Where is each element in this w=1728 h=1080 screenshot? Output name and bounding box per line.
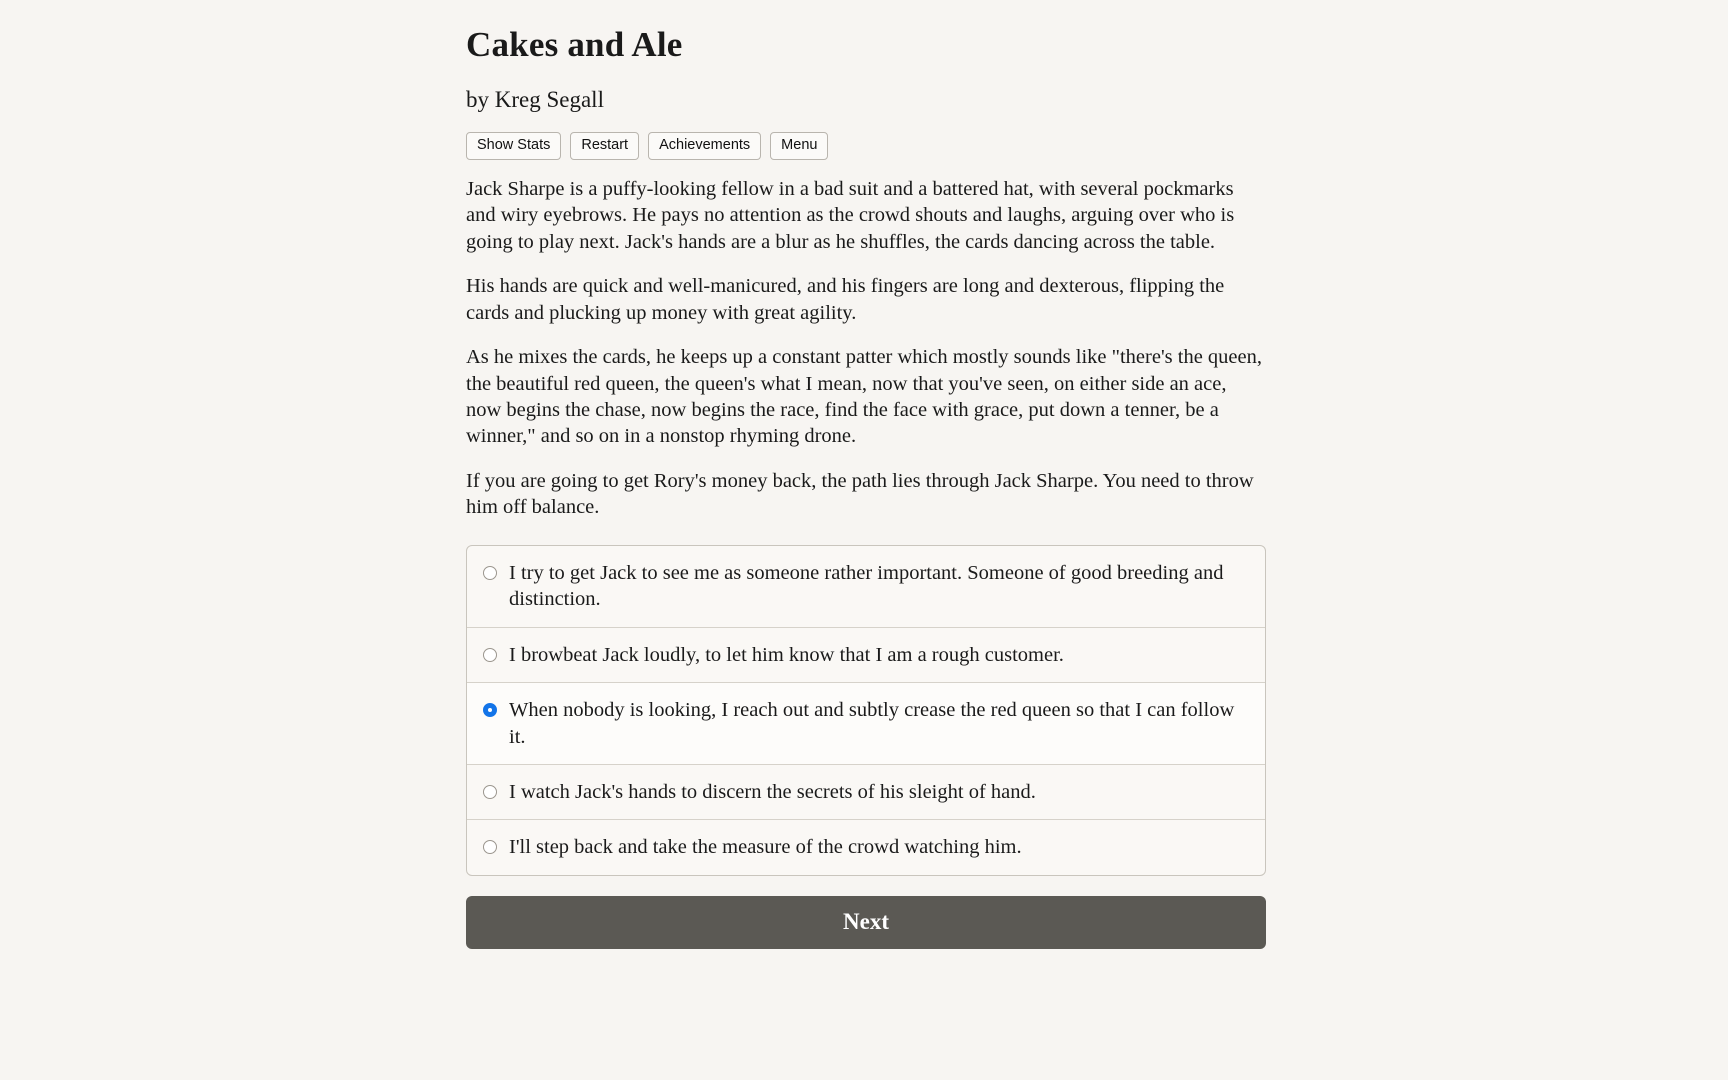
story-paragraph: If you are going to get Rory's money back, the path lies through Jack Sharpe. You need to throw him off balance. — [466, 469, 1254, 519]
achievements-button[interactable]: Achievements — [648, 132, 761, 160]
choice-option-3[interactable] — [467, 683, 1265, 765]
show-stats-button[interactable]: Show Stats — [466, 132, 561, 160]
choice-list — [466, 545, 1266, 876]
choice-label: I browbeat Jack loudly, to let him know that I am a rough customer. — [509, 643, 1064, 666]
radio-icon-selected[interactable] — [483, 703, 497, 717]
radio-icon[interactable] — [483, 648, 497, 662]
story-container — [466, 0, 1266, 949]
next-button[interactable]: Next — [466, 896, 1266, 949]
choice-label: When nobody is looking, I reach out and subtly crease the red queen so that I can follow it. — [509, 699, 1235, 748]
story-paragraph: As he mixes the cards, he keeps up a constant patter which mostly sounds like "there's the queen, the beautiful red queen, the queen's what I mean, now that you've seen, on either side an ace, now begins the chase, now begins the race, find the face with grace, put down a tenner, be a winner," and so on in a nonstop rhyming drone. — [466, 346, 1262, 448]
choice-label: I watch Jack's hands to discern the secrets of his sleight of hand. — [509, 780, 1036, 803]
radio-icon[interactable] — [483, 566, 497, 580]
radio-icon[interactable] — [483, 785, 497, 799]
radio-icon[interactable] — [483, 840, 497, 854]
restart-button[interactable]: Restart — [570, 132, 639, 160]
author-byline: by Kreg Segall — [466, 87, 604, 112]
choice-option-5[interactable] — [467, 820, 1265, 874]
choice-label: I'll step back and take the measure of the crowd watching him. — [509, 836, 1022, 859]
choice-label: I try to get Jack to see me as someone rather important. Someone of good breeding and distinction. — [509, 561, 1224, 611]
toolbar — [466, 114, 1266, 160]
story-text — [466, 160, 1266, 521]
menu-button[interactable]: Menu — [770, 132, 828, 160]
story-paragraph: Jack Sharpe is a puffy-looking fellow in a bad suit and a battered hat, with several pockmarks and wiry eyebrows. He pays no attention as the crowd shouts and laughs, arguing over who is going to play next. Jack's hands are a blur as he shuffles, the cards dancing across the table. — [466, 177, 1235, 253]
story-paragraph: His hands are quick and well-manicured, and his fingers are long and dexterous, flipping the cards and plucking up money with great agility. — [466, 275, 1225, 324]
choice-option-1[interactable] — [467, 546, 1265, 628]
choice-option-2[interactable] — [467, 628, 1265, 683]
choice-option-4[interactable] — [467, 765, 1265, 820]
page-title: Cakes and Ale — [466, 25, 683, 64]
